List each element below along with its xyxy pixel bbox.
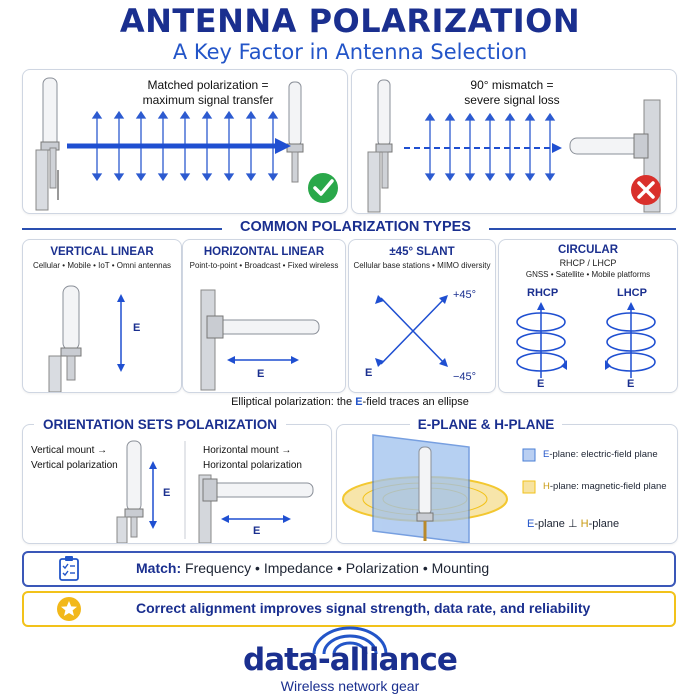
matched-line1: Matched polarization = — [147, 78, 269, 92]
orient-vert-e-label: E — [163, 487, 171, 499]
vertical-linear-card — [22, 239, 182, 393]
slant-minus-label: −45° — [453, 371, 477, 383]
elliptical-post: -field traces an ellipse — [362, 396, 469, 408]
e-legend-key: E — [543, 449, 550, 460]
vert-mount-line1: Vertical mount → — [31, 445, 108, 456]
perpendicular-note — [527, 517, 619, 530]
planes-heading: E-PLANE & H-PLANE — [410, 417, 562, 432]
horizontal-linear-desc: Point-to-point • Broadcast • Fixed wireless — [189, 261, 339, 270]
match-label: Match: — [136, 560, 182, 576]
horizontal-linear-title: HORIZONTAL LINEAR — [203, 246, 325, 258]
orient-horiz-e-label: E — [253, 525, 261, 537]
vertical-linear-diagram — [23, 240, 181, 392]
vert-mount-line2: Vertical polarization — [31, 460, 118, 471]
horizontal-e-label: E — [257, 368, 265, 380]
slant-e-label: E — [365, 367, 373, 379]
elliptical-note — [0, 396, 700, 408]
circular-desc: GNSS • Satellite • Mobile platforms — [525, 270, 651, 279]
perp-mid: -plane ⊥ — [534, 518, 581, 530]
match-bar — [22, 551, 676, 587]
mismatch-line1: 90° mismatch = — [470, 78, 554, 92]
perp-h: H — [580, 518, 589, 530]
planes-card — [336, 424, 678, 544]
star-icon — [56, 596, 82, 622]
match-text — [136, 560, 489, 576]
circular-sub: RHCP / LHCP — [559, 258, 617, 268]
slant-title: ±45° SLANT — [389, 246, 455, 258]
tip-bar — [22, 591, 676, 627]
lhcp-label: LHCP — [617, 287, 647, 299]
elliptical-pre: Elliptical polarization: the — [231, 396, 356, 408]
match-items: Frequency • Impedance • Polarization • Mounting — [185, 560, 490, 576]
e-plane-legend — [543, 449, 658, 460]
slant-card — [348, 239, 496, 393]
e-legend-text: -plane: electric-field plane — [549, 449, 658, 460]
vertical-e-label: E — [133, 322, 141, 334]
horiz-mount-line1: Horizontal mount → — [203, 445, 292, 456]
horizontal-linear-card — [182, 239, 346, 393]
h-legend-text: -plane: magnetic-field plane — [549, 481, 667, 492]
perp-e: E — [527, 518, 535, 530]
elliptical-e: E — [355, 396, 363, 408]
matched-diagram — [23, 70, 347, 213]
slant-desc: Cellular base stations • MIMO diversity — [353, 261, 491, 270]
page-title: ANTENNA POLARIZATION — [119, 2, 581, 40]
tip-text: Correct alignment improves signal strength, data rate, and reliability — [136, 600, 591, 616]
slant-plus-label: +45° — [453, 289, 477, 301]
x-icon — [631, 175, 661, 205]
circular-diagram — [499, 240, 677, 392]
matched-polarization-panel — [22, 69, 348, 214]
lhcp-e-label: E — [627, 378, 635, 390]
vertical-linear-desc: Cellular • Mobile • IoT • Omni antennas — [32, 261, 172, 270]
orientation-heading: ORIENTATION SETS POLARIZATION — [34, 417, 286, 432]
vertical-linear-title: VERTICAL LINEAR — [50, 246, 154, 258]
h-legend-key: H — [543, 481, 550, 492]
circular-title: CIRCULAR — [557, 244, 619, 256]
horiz-mount-line2: Horizontal polarization — [203, 460, 302, 471]
check-icon — [308, 173, 338, 203]
rhcp-e-label: E — [537, 378, 545, 390]
orientation-diagram — [23, 425, 331, 543]
mismatch-line2: severe signal loss — [464, 93, 560, 107]
mismatch-panel — [351, 69, 677, 214]
types-heading: COMMON POLARIZATION TYPES — [222, 219, 489, 235]
brand-name: data-alliance — [243, 642, 457, 678]
mismatch-diagram — [352, 70, 676, 213]
brand-tagline: Wireless network gear — [280, 678, 420, 694]
e-plane-swatch — [523, 449, 535, 461]
circular-card — [498, 239, 678, 393]
h-plane-swatch — [523, 481, 535, 493]
perp-end: -plane — [588, 518, 620, 530]
page-subtitle: A Key Factor in Antenna Selection — [172, 40, 528, 64]
clipboard-icon — [58, 555, 82, 581]
h-plane-legend — [543, 481, 667, 492]
rhcp-label: RHCP — [527, 287, 559, 299]
orientation-card — [22, 424, 332, 544]
matched-line2: maximum signal transfer — [142, 93, 274, 107]
